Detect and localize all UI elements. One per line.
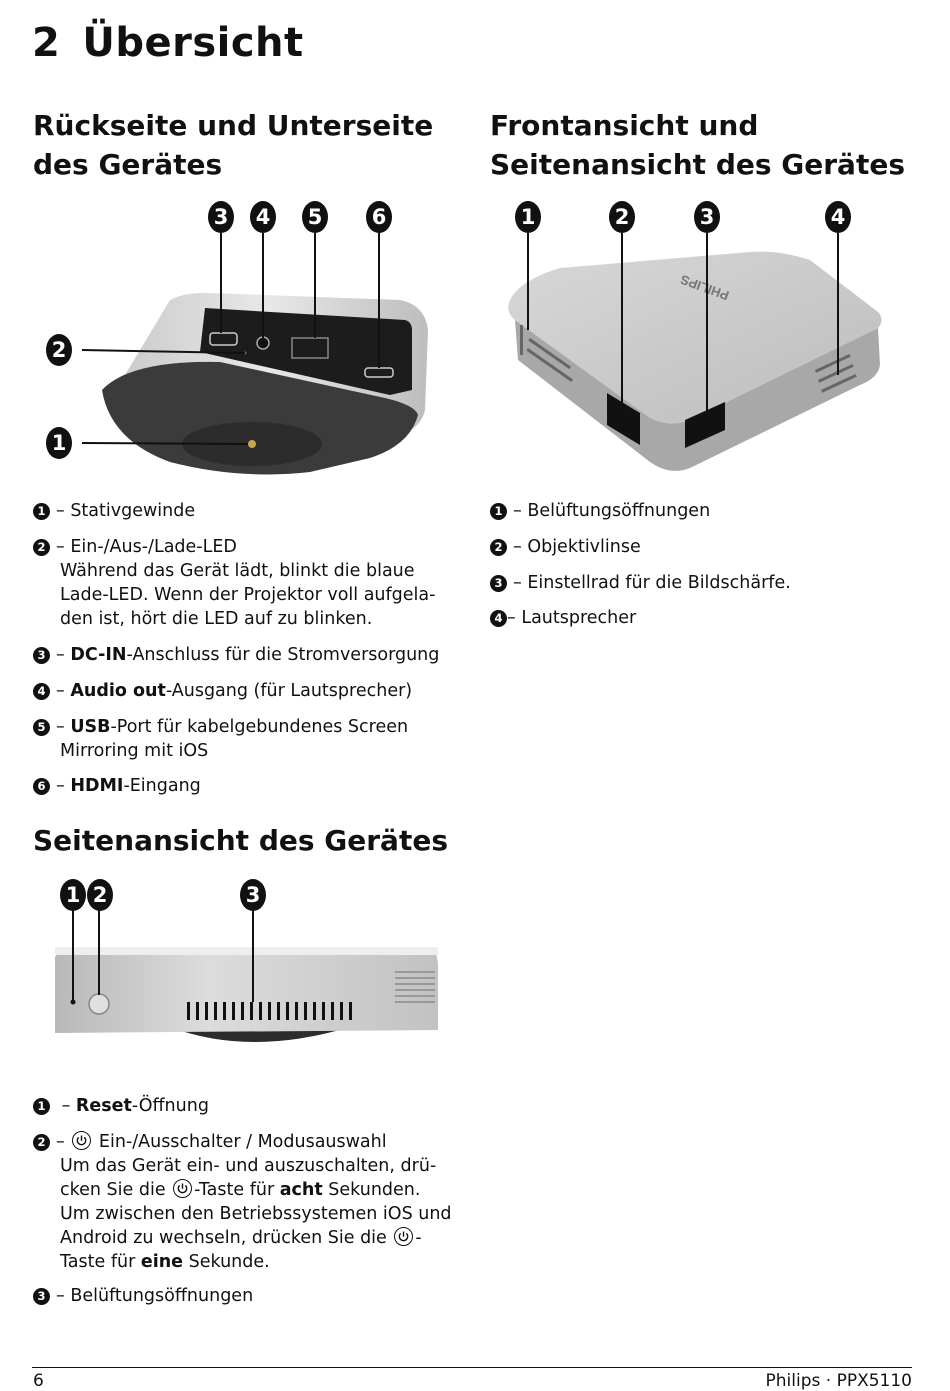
- chapter-title-text: Übersicht: [82, 20, 304, 66]
- front-device-illustration: [500, 200, 900, 480]
- rear-callout-2: 2: [46, 334, 72, 366]
- dash: –: [56, 645, 71, 665]
- rear-item-2: [33, 535, 435, 631]
- rear-heading-line2: des Gerätes: [33, 148, 223, 181]
- rear-heading-line1: Rückseite und Unterseite: [33, 109, 434, 142]
- front-callout-1: 1: [515, 201, 541, 233]
- dash: –: [56, 537, 71, 557]
- side-item-3: [33, 1284, 253, 1308]
- rear-callout-5: 5: [302, 201, 328, 233]
- badge: 3: [490, 575, 507, 592]
- item-text: -Eingang: [123, 776, 201, 796]
- text-part: Sekunde.: [183, 1252, 270, 1272]
- item-cont: [33, 1226, 452, 1250]
- rear-callout-4: 4: [250, 201, 276, 233]
- item-text: – Einstellrad für die Bildschärfe.: [513, 573, 791, 593]
- power-icon: [72, 1131, 91, 1150]
- item-cont: Mirroring mit iOS: [60, 741, 209, 761]
- side-callout-3: 3: [240, 879, 266, 911]
- text-bold: acht: [279, 1180, 323, 1200]
- dash: –: [56, 501, 71, 521]
- item-text: Stativgewinde: [70, 501, 196, 521]
- item-bold: Audio out: [70, 681, 166, 701]
- text-part: -Taste für: [194, 1180, 280, 1200]
- front-item-3: [490, 571, 791, 595]
- item-text: – Belüftungsöffnungen: [56, 1286, 254, 1306]
- text-part: cken Sie die: [60, 1180, 172, 1200]
- badge: 4: [33, 683, 50, 700]
- footer-product: Philips · PPX5110: [765, 1371, 912, 1391]
- rear-item-6: [33, 774, 201, 798]
- item-cont: Lade-LED. Wenn der Projektor voll aufgela-: [60, 585, 436, 605]
- badge: 2: [490, 539, 507, 556]
- badge: 2: [33, 1134, 50, 1151]
- front-item-2: [490, 535, 641, 559]
- item-text: Ein-/Aus-/Lade-LED: [70, 537, 237, 557]
- text-bold: eine: [140, 1252, 184, 1272]
- item-text: -Öffnung: [131, 1096, 209, 1116]
- rear-callout-1: 1: [46, 427, 72, 459]
- item-text: -Port für kabelgebundenes Screen: [110, 717, 409, 737]
- badge: 1: [33, 503, 50, 520]
- front-item-1: [490, 499, 710, 523]
- side-callout-1: 1: [60, 879, 86, 911]
- item-text: – Objektivlinse: [513, 537, 641, 557]
- rear-item-4: [33, 679, 412, 703]
- badge: 1: [33, 1098, 50, 1115]
- side-item-2: [33, 1130, 452, 1274]
- front-callout-4: 4: [825, 201, 851, 233]
- text-part: Sekunden.: [322, 1180, 421, 1200]
- side-item-1: [33, 1094, 209, 1118]
- rear-callout-3: 3: [208, 201, 234, 233]
- item-cont: [33, 1178, 452, 1202]
- item-bold: USB: [70, 717, 111, 737]
- item-text: -Anschluss für die Stromversorgung: [126, 645, 440, 665]
- front-callout-3: 3: [694, 201, 720, 233]
- badge: 3: [33, 1288, 50, 1305]
- badge: 1: [490, 503, 507, 520]
- dash: –: [56, 776, 71, 796]
- front-callout-2: 2: [609, 201, 635, 233]
- item-text: – Lautsprecher: [507, 608, 637, 628]
- rear-item-3: [33, 643, 439, 667]
- dash: –: [56, 1132, 71, 1152]
- rear-item-1: [33, 499, 195, 523]
- power-icon: [394, 1227, 413, 1246]
- chapter-title: [32, 20, 304, 66]
- text-part: -: [415, 1228, 422, 1248]
- rear-device-illustration: [40, 200, 460, 480]
- item-cont: Um das Gerät ein- und auszuschalten, drü-: [60, 1156, 437, 1176]
- item-bold: HDMI: [70, 776, 124, 796]
- text-part: Android zu wechseln, drücken Sie die: [60, 1228, 393, 1248]
- badge: 3: [33, 647, 50, 664]
- power-icon: [173, 1179, 192, 1198]
- badge: 6: [33, 778, 50, 795]
- item-cont: Um zwischen den Betriebssystemen iOS und: [60, 1204, 452, 1224]
- page-number: 6: [33, 1371, 44, 1391]
- item-bold: Reset: [75, 1096, 132, 1116]
- dash: –: [56, 681, 71, 701]
- badge: 5: [33, 719, 50, 736]
- front-brand-text: PHILIPS: [678, 271, 732, 304]
- badge: 4: [490, 610, 507, 627]
- text-part: Taste für: [60, 1252, 141, 1272]
- rear-heading: [33, 106, 433, 184]
- item-bold: DC-IN: [70, 645, 127, 665]
- badge: 2: [33, 539, 50, 556]
- side-heading: Seitenansicht des Gerätes: [33, 824, 448, 857]
- item-cont: Während das Gerät lädt, blinkt die blaue: [60, 561, 415, 581]
- front-heading-line1: Frontansicht und: [490, 109, 759, 142]
- side-callout-2: 2: [87, 879, 113, 911]
- rear-item-5: [33, 715, 408, 763]
- item-text: -Ausgang (für Lautsprecher): [165, 681, 413, 701]
- front-item-4: [490, 606, 636, 630]
- footer-divider: [32, 1367, 912, 1368]
- item-text: Ein-/Ausschalter / Modusauswahl: [98, 1132, 387, 1152]
- front-heading-line2: Seitenansicht des Gerätes: [490, 148, 905, 181]
- rear-callout-6: 6: [366, 201, 392, 233]
- item-cont: [33, 1250, 452, 1274]
- item-cont: den ist, hört die LED auf zu blinken.: [60, 609, 373, 629]
- chapter-number: 2: [32, 20, 61, 66]
- item-text: – Belüftungsöffnungen: [513, 501, 711, 521]
- dash: –: [61, 1096, 76, 1116]
- dash: –: [56, 717, 71, 737]
- front-heading: [490, 106, 905, 184]
